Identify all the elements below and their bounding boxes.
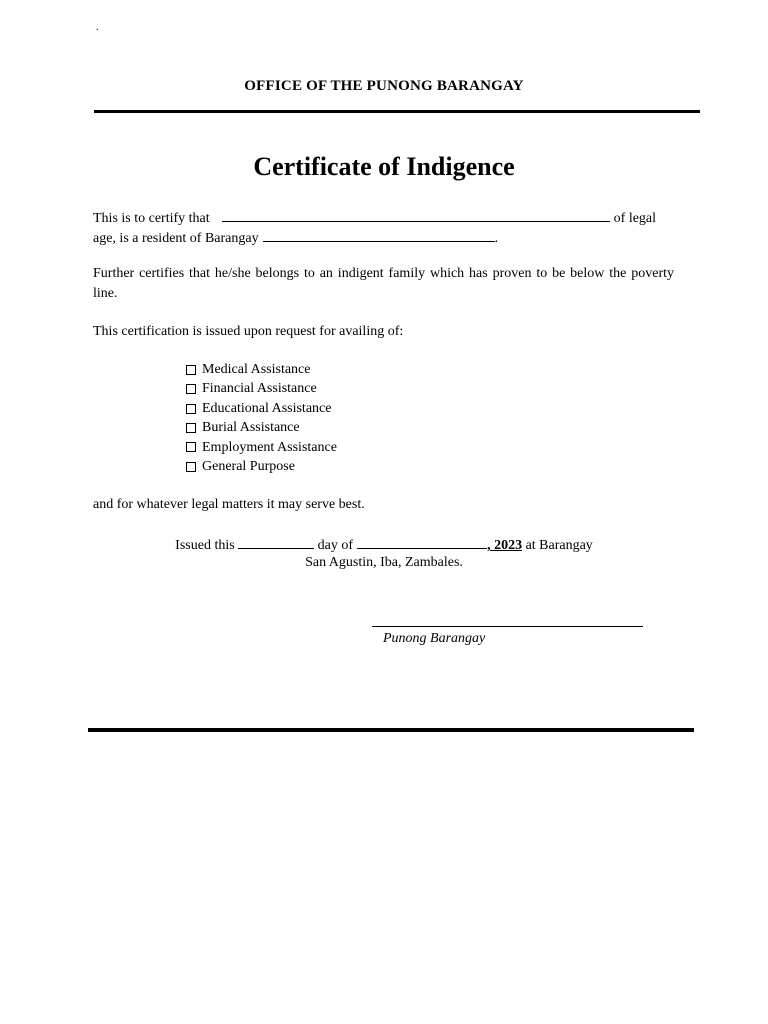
issued-day-of: day of <box>317 538 354 553</box>
issued-place: San Agustin, Iba, Zambales. <box>305 555 463 570</box>
checkbox-icon[interactable] <box>186 423 196 433</box>
certify-line-1 <box>93 207 678 229</box>
certify-line2-suffix: . <box>494 231 499 246</box>
document-title: Certificate of Indigence <box>253 152 515 181</box>
option-educational[interactable] <box>186 399 337 418</box>
bottom-divider <box>88 728 694 732</box>
certify-line2-prefix: age, is a resident of Barangay <box>93 231 259 246</box>
checkbox-icon[interactable] <box>186 404 196 414</box>
option-general[interactable] <box>186 457 337 476</box>
option-label: Educational Assistance <box>202 400 332 416</box>
option-label: General Purpose <box>202 459 295 475</box>
day-blank-field[interactable] <box>238 534 314 549</box>
option-burial[interactable] <box>186 418 337 437</box>
option-label: Financial Assistance <box>202 381 317 397</box>
issued-year: , 2023 <box>487 538 523 553</box>
month-blank-field[interactable] <box>357 534 487 549</box>
issued-prefix: Issued this <box>175 538 235 553</box>
option-label: Employment Assistance <box>202 439 337 455</box>
signature-line[interactable] <box>372 626 643 627</box>
corner-mark: . <box>96 22 99 33</box>
certify-line-2 <box>93 227 678 249</box>
office-heading: OFFICE OF THE PUNONG BARANGAY <box>244 78 524 94</box>
closing-statement: and for whatever legal matters it may serve best. <box>93 497 365 512</box>
certify-suffix: of legal <box>613 211 657 226</box>
barangay-blank-field[interactable] <box>263 227 495 242</box>
name-blank-field[interactable] <box>222 207 610 222</box>
request-intro: This certification is issued upon request for availing of: <box>93 324 404 339</box>
option-financial[interactable] <box>186 379 337 398</box>
checkbox-icon[interactable] <box>186 442 196 452</box>
assistance-options-list <box>186 360 337 476</box>
checkbox-icon[interactable] <box>186 365 196 375</box>
checkbox-icon[interactable] <box>186 462 196 472</box>
option-label: Medical Assistance <box>202 362 311 377</box>
top-divider <box>94 110 700 113</box>
certify-prefix: This is to certify that <box>93 211 210 226</box>
option-employment[interactable] <box>186 438 337 457</box>
further-certifies-paragraph: Further certifies that he/she belongs to an indigent family which has proven to be below the poverty line. <box>93 266 674 301</box>
checkbox-icon[interactable] <box>186 384 196 394</box>
option-medical[interactable] <box>186 360 337 379</box>
signature-label: Punong Barangay <box>383 631 486 646</box>
issued-at: at Barangay <box>525 538 593 553</box>
option-label: Burial Assistance <box>202 420 300 436</box>
